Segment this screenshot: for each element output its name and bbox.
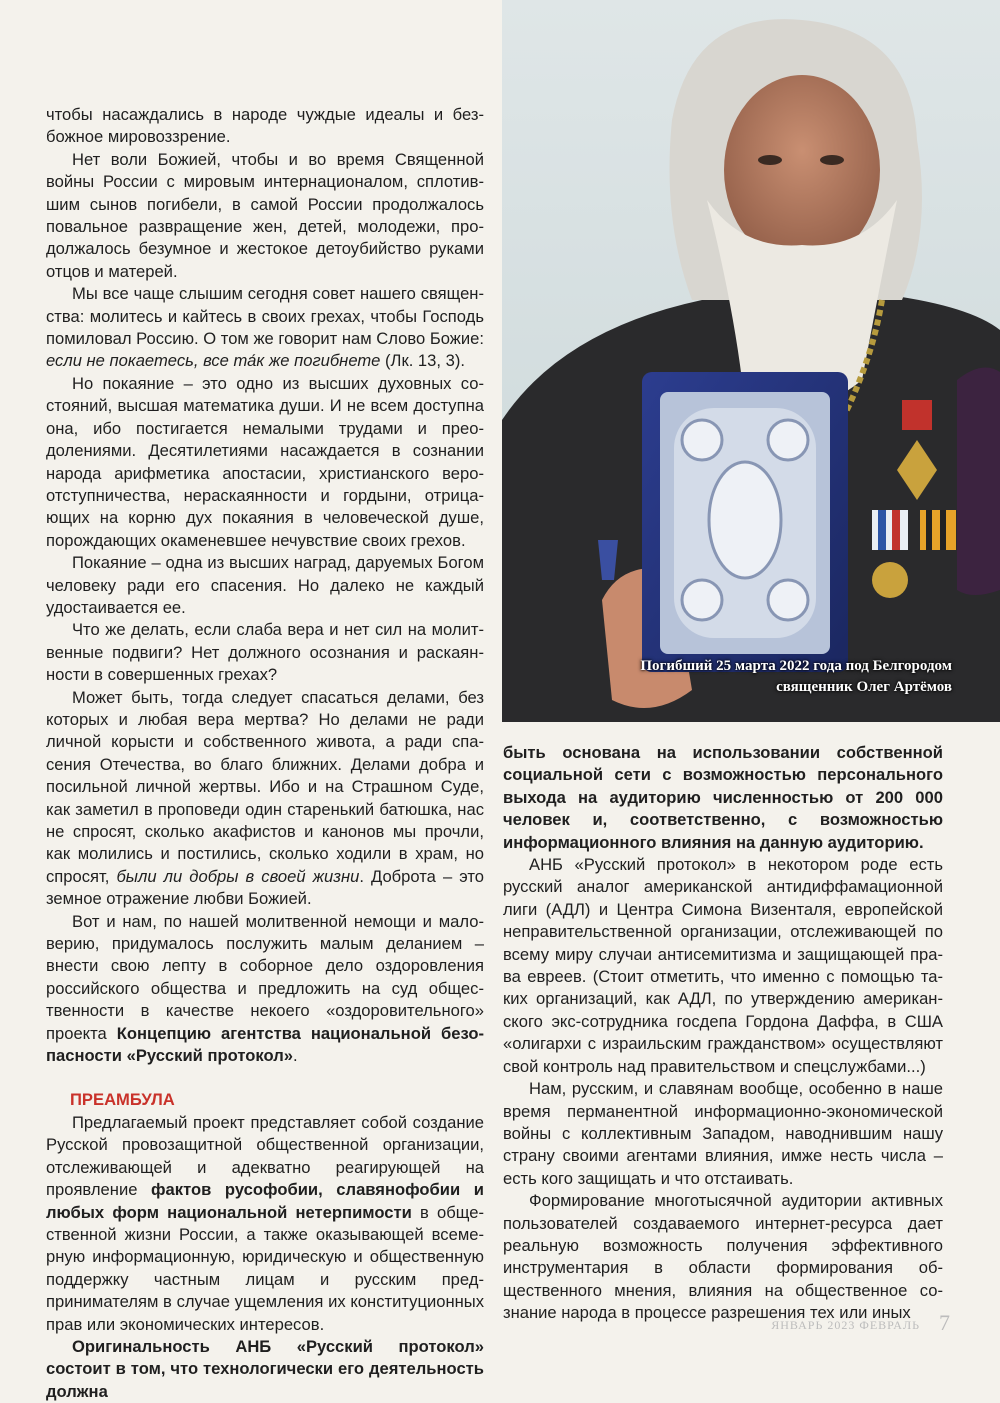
paragraph-text: Предлагаемый проект представляет собой создание Русской провозащитной общественной организации, отслеживающей и адекватно реагирующей на проявление: [46, 1112, 484, 1200]
paragraph: [503, 742, 943, 854]
priest-illustration: [502, 0, 1000, 722]
paragraph: Но покаяние – это одно из высших духовных состояний, высшая математика души. И не всем доступна она, ибо постигается немалыми трудами и преодолениями. Десятилетиями насаждается в сознании народа арифметика апостасии, христианского вероотступничества, нераскаянности и гордыни, отрицающих на корню дух покаяния в человеческой душе, порождающих окаменевшее нечувствие своих грехов.: [46, 373, 484, 550]
page-number: 7: [939, 1310, 950, 1335]
photo-caption: [532, 656, 952, 698]
paragraph-text: . Доброта – это земное отражение любви Божией.: [46, 866, 485, 909]
paragraph: [46, 1112, 484, 1336]
bold-phrase: быть основана на использовании собственной социальной сети с возможностью персонального выхода на аудиторию численностью от 200 000 человек и, соответственно, с возможностью информационного влияния на данную аудиторию.: [503, 743, 943, 852]
section-heading-preamble: ПРЕАМБУЛА: [70, 1090, 175, 1110]
paragraph: [46, 1336, 484, 1403]
paragraph: чтобы насаждались в народе чуждые идеалы и безбожное мировоззрение.: [46, 105, 484, 147]
paragraph: Покаяние – одна из высших наград, даруемых Богом человеку ради его спасения. Но далеко не каждый удостаивается ее.: [46, 553, 484, 617]
italic-phrase: были ли добры в своей жизни: [116, 866, 360, 886]
bold-phrase: Оригинальность АНБ «Русский протокол» состоит в том, что технологически его деятельность должна: [46, 1336, 484, 1401]
paragraph-text: (Лк. 13, 3).: [380, 351, 465, 371]
paragraph: Что же делать, если слаба вера и нет сил на молитвенные подвиги? Нет должного осознания и раскаянности в совершенных грехах?: [46, 620, 484, 685]
bold-phrase: фактов русофобии, славянофобии и любых форм национальной нетерпимости: [46, 1180, 484, 1222]
paragraph: Нам, русским, и славянам вообще, особенно в наше время перманентной информационно-экономической войны с коллективным Западом, наводнившим нашу страну своими агентами влияния, имже несть числа – есть кого защищать и что отстаивать.: [503, 1079, 943, 1188]
bold-phrase: Концепцию агентства национальной безопасности «Русский протокол»: [46, 1023, 484, 1066]
paragraph: [46, 911, 484, 1068]
photo-caption-line2: священник Олег Артёмов: [776, 679, 952, 695]
issue-footer: ЯНВАРЬ 2023 ФЕВРАЛЬ: [771, 1318, 920, 1332]
paragraph: Нет воли Божией, чтобы и во время Священной войны России с мировым интернационалом, сплотившим сынов погибели, в самой России продолжалось повальное развращение жен, детей, молодежи, продолжалось безумное и жестокое детоубийство руками отцов и матерей.: [46, 149, 484, 281]
right-column: [503, 742, 943, 1325]
paragraph: [46, 687, 484, 911]
paragraph-text: Может быть, тогда следует спасаться делами, без которых и любая вера мертва? Но делами не ради личной корысти и собственного живота, а ради спасения Отечества, во благо ближних. Делами добра и посильной личной жертвы. Ибо и на Страшном Суде, как заметил в проповеди один старенький батюшка, нас не спросят, сколько акафистов и канонов мы прочли, как молились и постились, сколько ходили в храм, но спросят,: [46, 687, 484, 886]
paragraph: [46, 283, 484, 373]
paragraph: АНБ «Русский протокол» в некотором роде есть русский аналог американской антидиффамационной лиги (АДЛ) и Центра Симона Визенталя, европейской неправительственной организации, отслеживающей по всему миру случаи антисемитизма и защищающей права евреев. (Стоит отметить, что именно с помощью таких организаций, как АДЛ, по утверждению американского экс-сотрудника госдепа Гордона Даффа, в США «олигархи с израильским гражданством» осуществляют свой контроль над правительством и спецслужбами...): [503, 855, 943, 1076]
paragraph-text: в общественной жизни России, а также оказывающей всемерную информационную, юридическую и общественную поддержку частным лицам и русским предпринимателям в случае ущемления их конституционных прав или экономических интересов.: [46, 1202, 484, 1334]
paragraph-text: .: [292, 1046, 298, 1066]
left-column: [46, 104, 484, 1403]
scripture-quote: если не покаетесь, все та́к же погибнете: [46, 351, 381, 371]
paragraph-text: Вот и нам, по нашей молитвенной немощи и маловерию, придумалось послужить малым деланием – внести свою лепту в соборное дело оздоровления российского общества и предложить на суд общественности в качестве некоего «оздоровительного» проекта: [46, 911, 484, 1043]
paragraph: Формирование многотысячной аудитории активных пользователей создаваемого интернет-ресурса дает реальную возможность получения эффективного инструментария в области формирования общественного мнения, влияния на общественное сознание народа в процессе разрешения тех или иных: [503, 1191, 943, 1323]
photo-caption-line1: Погибший 25 марта 2022 года под Белгородом: [640, 658, 952, 674]
priest-photo: [502, 0, 1000, 722]
paragraph-text: Мы все чаще слышим сегодня совет нашего священства: молитесь и кайтесь в своих грехах, чтобы Господь помиловал Россию. О том же говорит нам Слово Божие:: [46, 284, 484, 349]
